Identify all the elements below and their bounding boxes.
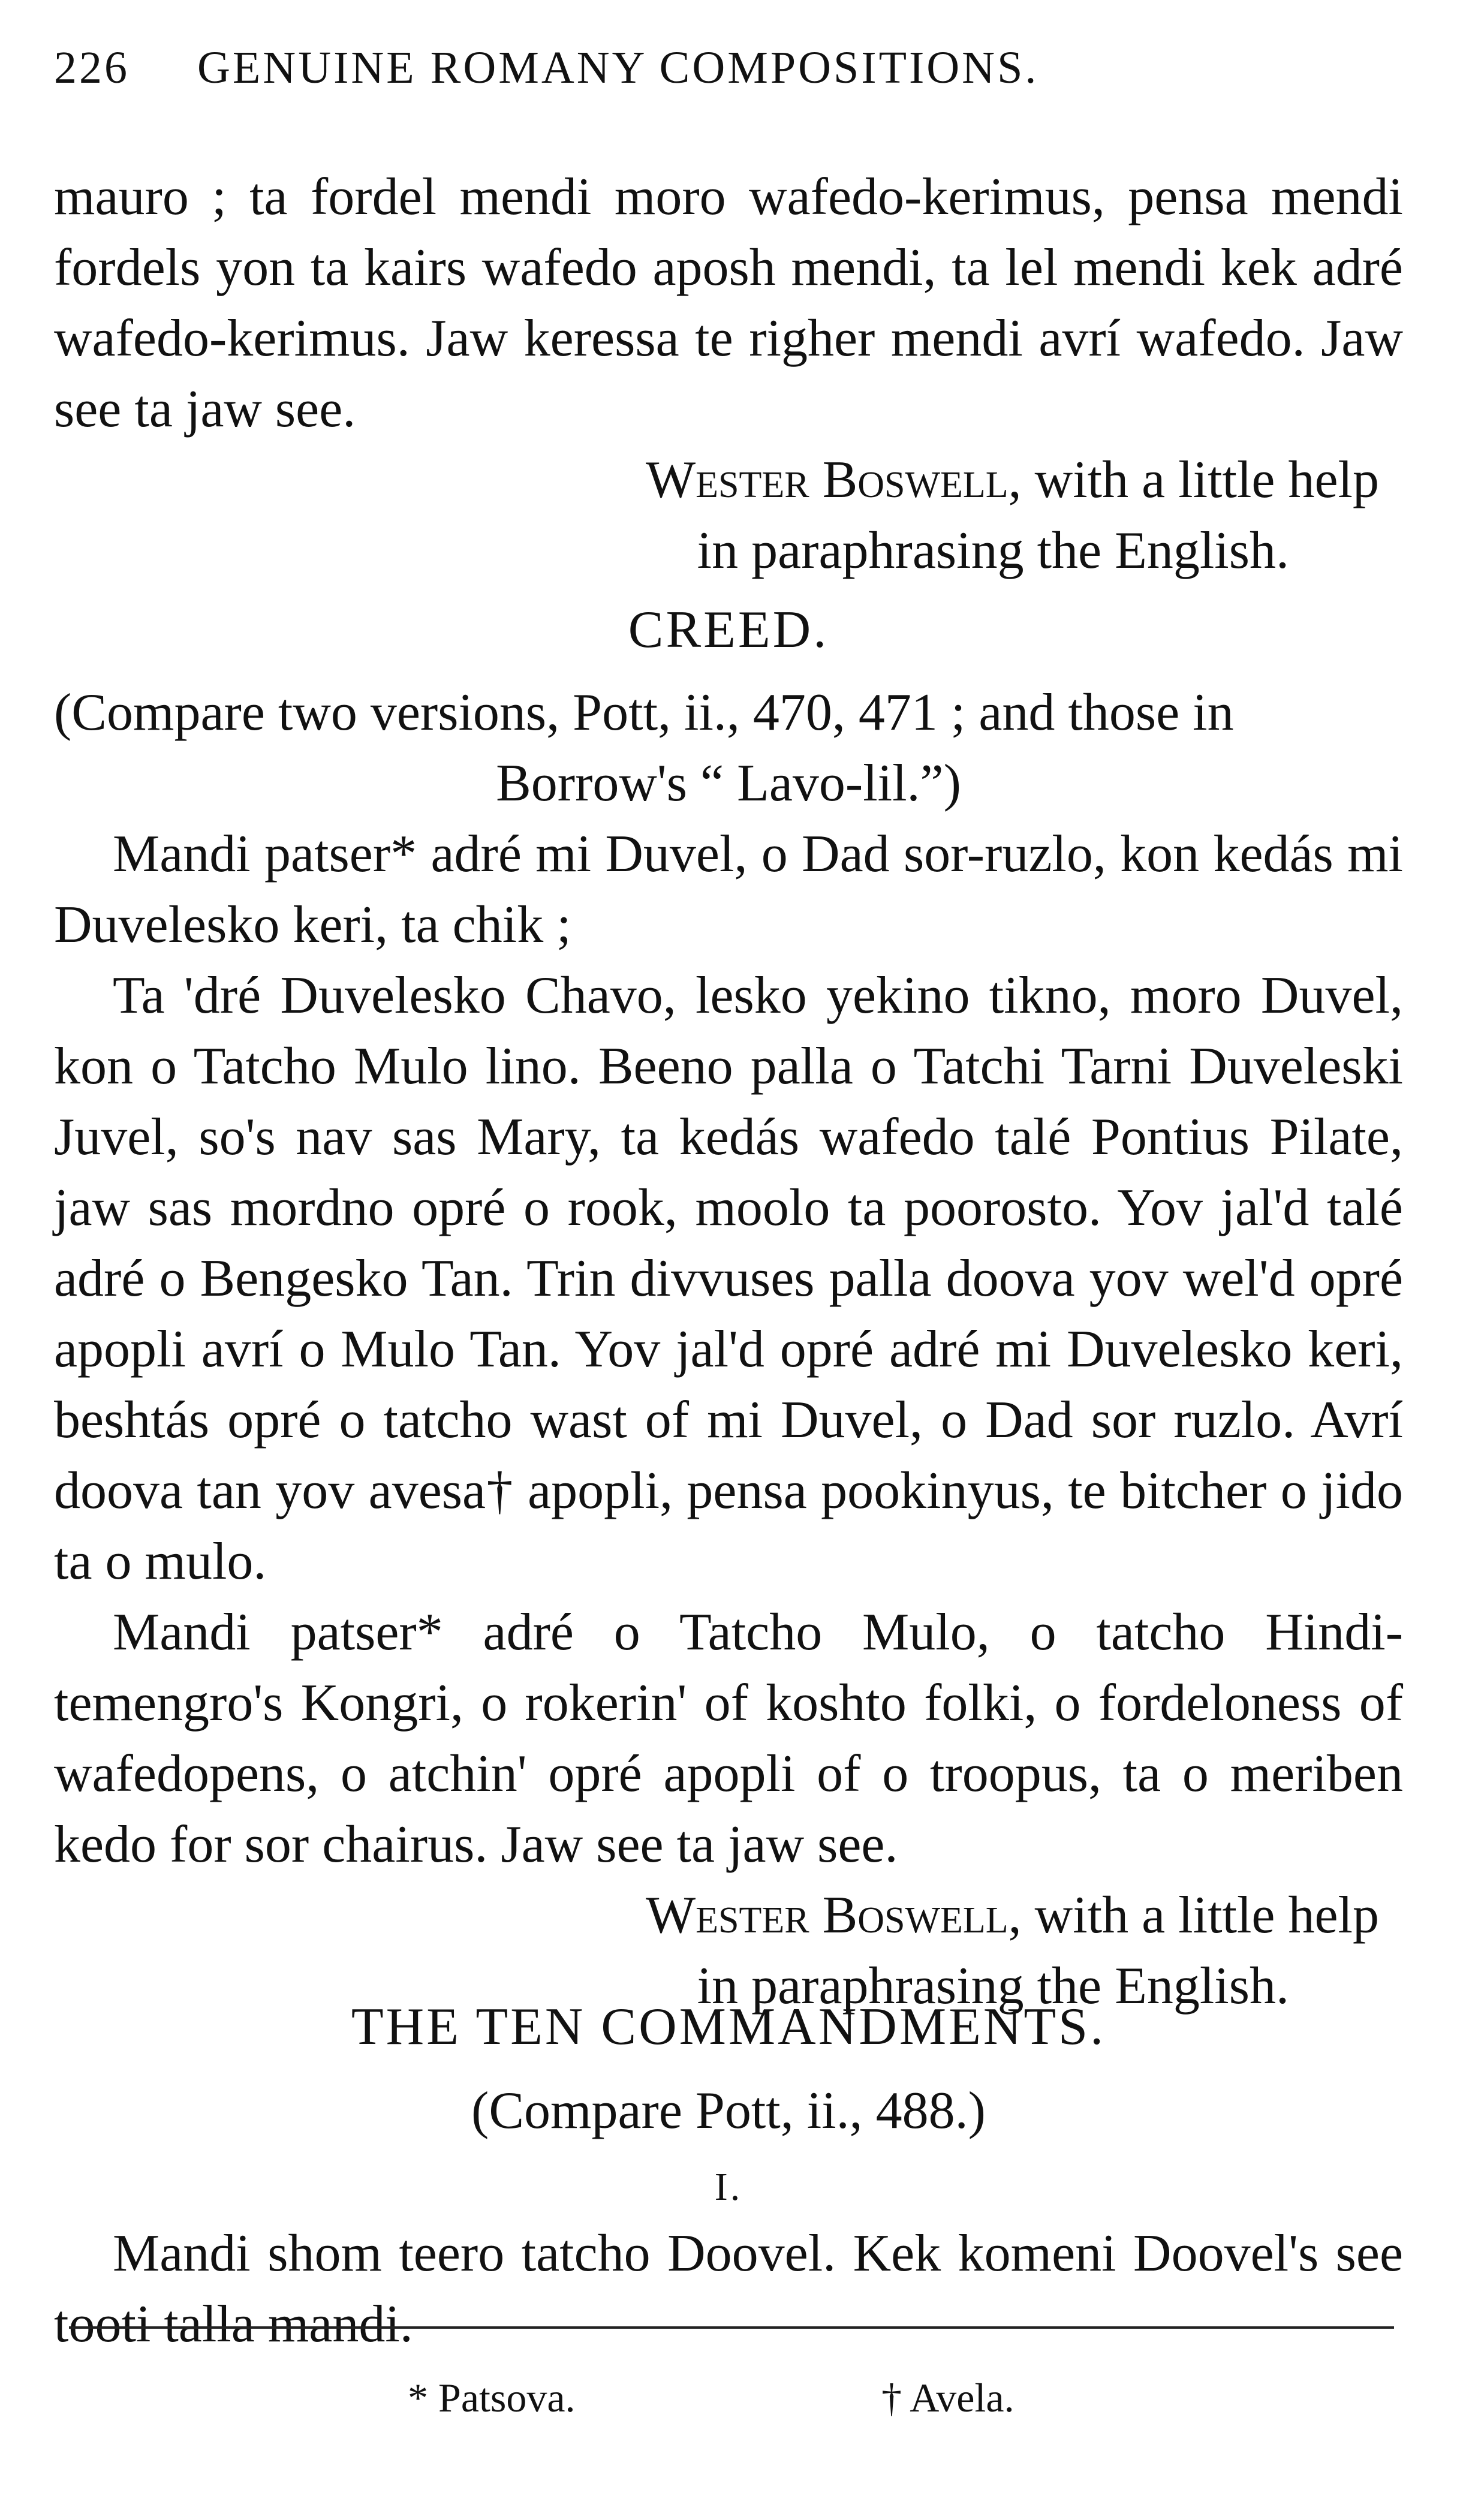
- footnote-1: * Patsova.: [408, 2375, 576, 2420]
- creed-compare-line2: Borrow's “ Lavo-lil.”): [496, 754, 961, 812]
- attribution-1-rest: with a little help: [1034, 451, 1379, 509]
- attribution-2: [54, 1880, 1403, 1951]
- running-header: [54, 42, 1403, 94]
- attribution-1: [54, 445, 1403, 516]
- footnote-rule: [69, 2326, 1394, 2329]
- footnote-2: † Avela.: [881, 2375, 1015, 2420]
- commandment-1-text: Mandi shom teero tatcho Doovel. Kek komeni Doovel's see tooti talla mandi.: [54, 2224, 1403, 2353]
- prayer-ending-text: mauro ; ta fordel mendi moro wafedo-kerimus, pensa mendi fordels yon ta kairs wafedo aposh mendi, ta lel mendi kek adré wafedo-kerimus. Jaw keressa te righer mendi avrí wafedo. Jaw see ta jaw see.: [54, 168, 1403, 438]
- prayer-ending: [54, 162, 1403, 586]
- page-number: 226: [54, 43, 130, 93]
- commandment-1: [54, 2218, 1403, 2360]
- commandments-compare: (Compare Pott, ii., 488.): [471, 2082, 986, 2140]
- creed-compare-line1: (Compare two versions, Pott, ii., 470, 471 ; and those in: [54, 684, 1234, 742]
- attribution-2-name: Wester Boswell,: [646, 1886, 1022, 1944]
- attribution-2-line2: in paraphrasing the English.: [697, 1957, 1289, 2015]
- creed-paragraph-2: Ta 'dré Duvelesko Chavo, lesko yekino tikno, moro Duvel, kon o Tatcho Mulo lino. Beeno palla o Tatchi Tarni Duveleski Juvel, so's nav sas Mary, ta kedás wafedo talé Pontius Pilate, jaw sas mordno opré o rook, moolo ta poorosto. Yov jal'd talé adré o Bengesko Tan. Trin divvuses palla doova yov wel'd opré apopli avrí o Mulo Tan. Yov jal'd opré adré mi Duvelesko keri, beshtás opré o tatcho wast of mi Duvel, o Dad sor ruzlo. Avrí doova tan yov avesa† apopli, pensa pookinyus, te bitcher o jido ta o mulo.: [54, 967, 1403, 1591]
- commandments-title: THE TEN COMMANDMENTS.: [351, 1998, 1106, 2056]
- creed-section: [54, 678, 1403, 2022]
- creed-title: CREED.: [628, 601, 829, 659]
- creed-paragraph-3: Mandi patser* adré o Tatcho Mulo, o tatcho Hindi-temengro's Kongri, o rokerin' of koshto folki, o fordeloness of wafedopens, o atchin' opré apopli of o troopus, ta o meriben kedo for sor chairus. Jaw see ta jaw see.: [54, 1603, 1403, 1874]
- attribution-2-rest: with a little help: [1034, 1886, 1379, 1944]
- creed-paragraph-1: Mandi patser* adré mi Duvel, o Dad sor-ruzlo, kon kedás mi Duvelesko keri, ta chik ;: [54, 825, 1403, 954]
- running-title: GENUINE ROMANY COMPOSITIONS.: [197, 43, 1039, 93]
- commandment-numeral: I.: [714, 2165, 743, 2209]
- attribution-1-name: Wester Boswell,: [646, 451, 1022, 509]
- attribution-1-line2: in paraphrasing the English.: [697, 522, 1289, 580]
